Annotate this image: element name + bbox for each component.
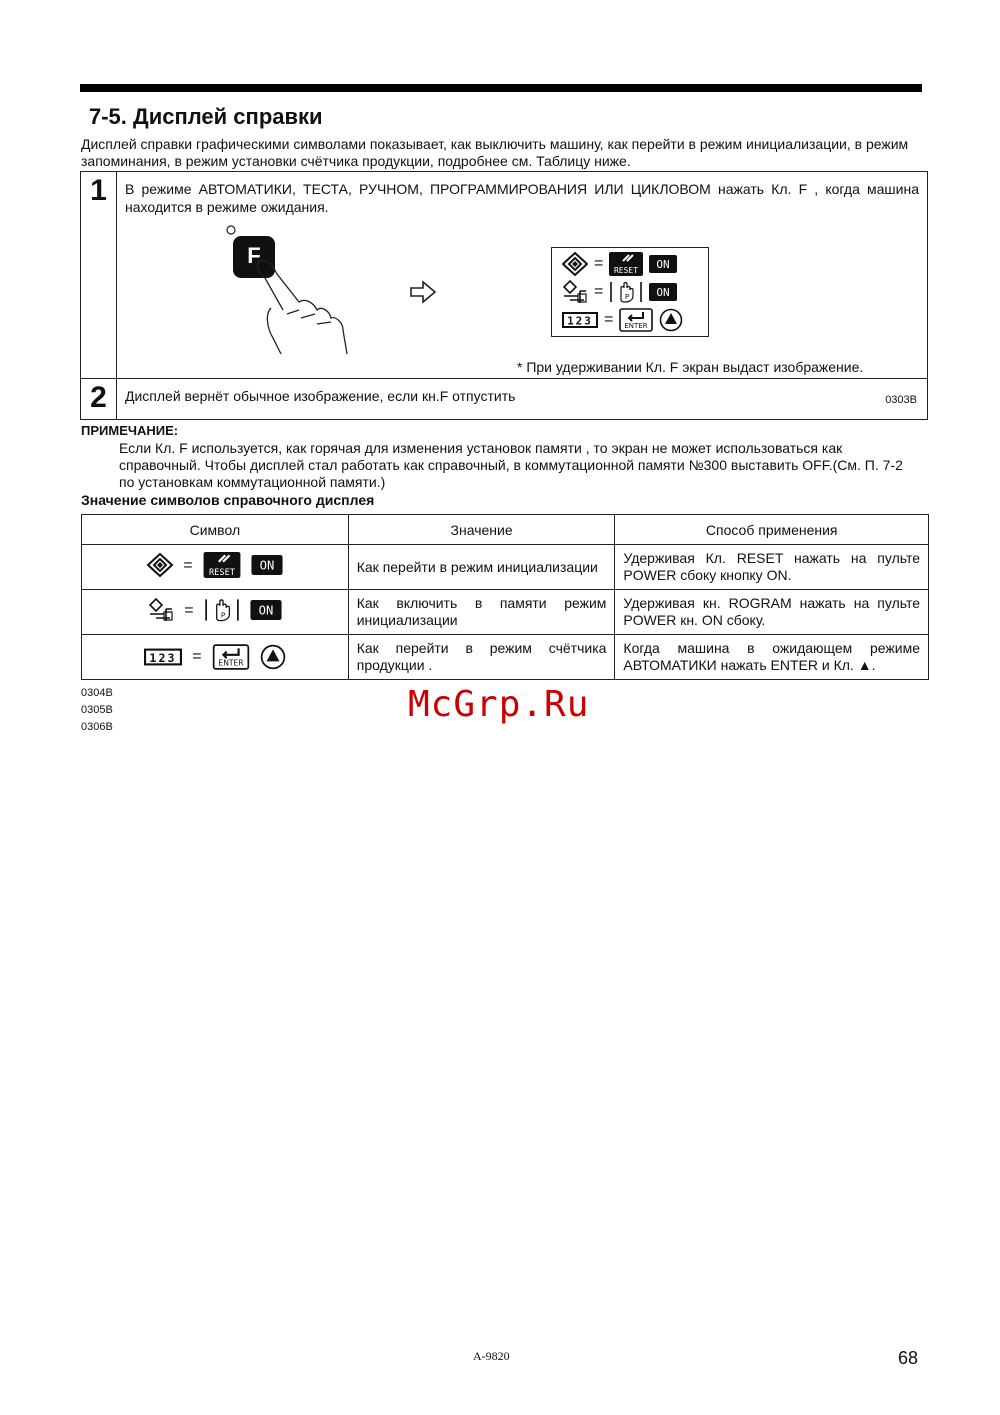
svg-text:ON: ON [259, 558, 274, 573]
equals-sign: = [184, 601, 194, 619]
intro-paragraph: Дисплей справки графическими символами показывает, как выключить машину, как перейти в режим инициализации, в режим запоминания, в режим установки счётчика продукции, подробнее см. Таблицу ниже. [81, 136, 909, 169]
arrow-right-icon [409, 280, 437, 304]
note-text: Если Кл. F используется, как горячая для изменения установок памяти , то экран не может использоваться как справочный. Чтобы дисплей стал работать как справочный, в коммутационной памяти №300 выставить OFF.(См. П. 7-2 по установкам коммутационной памяти.) [119, 440, 903, 490]
help-display-screen [551, 247, 709, 337]
equals-sign: = [594, 255, 604, 272]
up-arrow-key-icon [659, 308, 683, 332]
meaning-cell: Как включить в памяти режим инициализации [348, 590, 615, 635]
steps-table [80, 171, 928, 420]
step-content [117, 379, 928, 420]
initialize-diamond-icon [562, 252, 588, 276]
on-key-icon [649, 255, 677, 273]
initialize-diamond-icon [147, 552, 173, 578]
display-row-initialize [562, 252, 677, 276]
figure-code: 0306B [81, 721, 113, 733]
step-content [117, 172, 928, 379]
up-arrow-key-icon [260, 644, 286, 670]
display-row-memory [562, 280, 677, 304]
symbols-table [81, 514, 929, 680]
symbol-cell [82, 590, 349, 635]
step-text: Дисплей вернёт обычное изображение, если кн.F отпустить [125, 388, 516, 404]
usage-cell: Удерживая кн. ROGRAM нажать на пульте POWER кн. ON сбоку. [615, 590, 929, 635]
note-heading: ПРИМЕЧАНИЕ: [81, 423, 179, 438]
document-code: A-9820 [473, 1349, 510, 1363]
hand-pressing-key-icon [221, 218, 361, 358]
enter-key-icon [212, 644, 250, 670]
table-row [82, 635, 929, 680]
usage-cell: Удерживая Кл. RESET нажать на пульте POWER сбоку кнопку ON. [615, 545, 929, 590]
figure-codes [81, 685, 113, 736]
equals-sign: = [594, 283, 604, 300]
svg-text:P: P [220, 610, 225, 620]
symbol-cell [82, 635, 349, 680]
on-key-icon [250, 600, 282, 620]
program-hand-key-icon [609, 280, 643, 304]
figure-code: 0305B [81, 704, 113, 716]
f-key-label: F [247, 243, 261, 268]
step-text: В режиме АВТОМАТИКИ, ТЕСТА, РУЧНОМ, ПРОГРАММИРОВАНИЯ ИЛИ ЦИКЛОВОМ нажать Кл. F , когда машина находится в режиме ожидания. [125, 181, 919, 215]
display-row-counter [562, 308, 683, 332]
top-rule [80, 84, 922, 92]
step-number: 2 [81, 379, 117, 420]
svg-text:ENTER: ENTER [624, 322, 648, 330]
press-f-key-illustration [221, 218, 361, 358]
svg-text:ENTER: ENTER [217, 658, 244, 668]
table-header-row [82, 515, 929, 545]
step-row [81, 379, 928, 420]
equals-sign: = [192, 648, 202, 665]
on-key-icon [251, 555, 283, 575]
section-title: 7-5. Дисплей справки [89, 104, 323, 129]
figure-code: 0304B [81, 687, 113, 699]
reset-key-icon [609, 252, 643, 276]
svg-text:ON: ON [656, 258, 670, 271]
figure-code: 0303B [885, 394, 917, 406]
counter-icon [144, 647, 182, 667]
column-header-meaning: Значение [348, 515, 615, 545]
svg-text:RESET: RESET [208, 567, 235, 578]
usage-cell: Когда машина в ожидающем режиме АВТОМАТИКИ нажать ENTER и Кл. ▲. [615, 635, 929, 680]
equals-sign: = [183, 556, 193, 574]
counter-icon [562, 311, 598, 329]
table-heading: Значение символов справочного дисплея [81, 492, 375, 508]
meaning-cell: Как перейти в режим счётчика продукции . [348, 635, 615, 680]
table-row [82, 545, 929, 590]
svg-text:P: P [625, 293, 630, 301]
memory-initialize-icon [562, 280, 588, 304]
svg-text:123: 123 [149, 650, 177, 665]
program-hand-key-icon [204, 597, 240, 623]
enter-key-icon [619, 308, 653, 332]
step-number: 1 [81, 172, 117, 379]
svg-text:123: 123 [567, 314, 593, 328]
on-key-icon [649, 283, 677, 301]
table-row [82, 590, 929, 635]
column-header-symbol: Символ [82, 515, 349, 545]
memory-initialize-icon [148, 597, 174, 623]
meaning-cell: Как перейти в режим инициализации [348, 545, 615, 590]
svg-text:RESET: RESET [614, 266, 639, 275]
hold-f-note: * При удерживании Кл. F экран выдаст изображение. [517, 359, 864, 375]
symbol-cell [82, 545, 349, 590]
reset-key-icon [203, 552, 241, 578]
equals-sign: = [604, 311, 614, 328]
step-row [81, 172, 928, 379]
svg-text:ON: ON [258, 603, 273, 618]
page-number: 68 [898, 1348, 919, 1368]
column-header-usage: Способ применения [615, 515, 929, 545]
svg-text:ON: ON [656, 286, 670, 299]
watermark: McGrp.Ru [408, 684, 590, 725]
